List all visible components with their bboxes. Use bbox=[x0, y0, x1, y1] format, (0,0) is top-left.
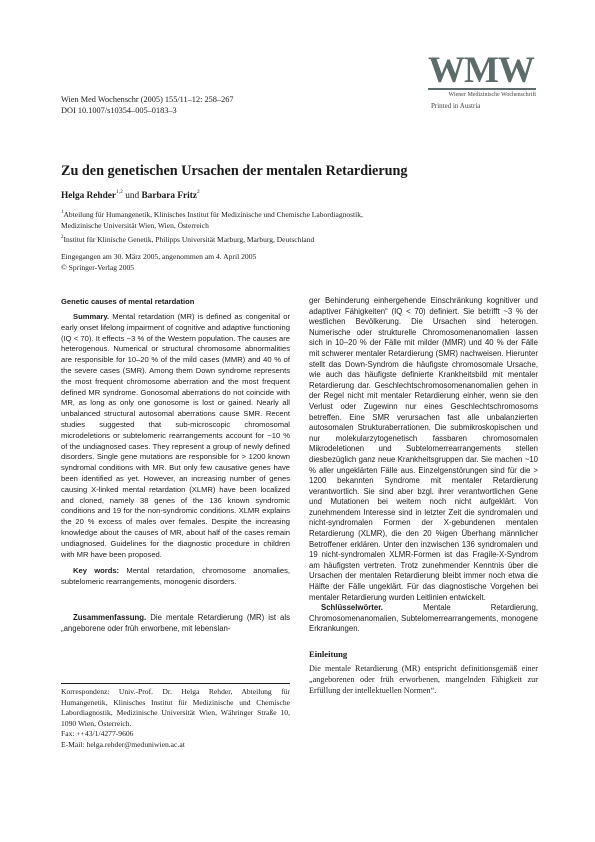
journal-citation: Wien Med Wochenschr (2005) 155/11–12: 258–267 bbox=[61, 95, 234, 104]
affil-1-mark: 1 bbox=[61, 210, 64, 215]
correspondence-fax: Fax: ++43/1/4277-9606 bbox=[61, 729, 134, 739]
printed-in: Printed in Austria bbox=[431, 102, 481, 110]
summary-text: Mental retardation (MR) is defined as congenital or early onset lifelong impairment of cognitive and adaptive functioning (IQ < 70). It effects ~3 % of the Western population. The causes are heterogenous. Numerical or structural chromosome abnormalities are responsible for 10–20 % of the mild cases (MMR) and 40 % of the severe cases (SMR). Among them Down syndrome represents the most frequent chromosome aberration and the most frequent defined MR syndrome. Gonosomal aberrations do not coincide with MR, as long as only one gonosome is lost or gained. Nearly all unbalanced structural autosomal aberrations cause SMR. Recent studies suggested that sub-microscopic chromosomal microdeletions or subtelomeric rearrangements account for ~10 % of the undiagnosed cases. They represent a group of newly defined disorders. Single gene mutations are responsible for > 1200 known syndromal conditions with MR. But only few causative genes have been identified as yet. However, an increasing number of genes causing X-linked mental retardation (XLMR) have been localized and cloned, namely 38 genes of the 136 known syndromic conditions and 19 for the non-syndromic conditions. XLMR explains the 20 % excess of males over females. Despite the increasing knowledge about the causes of MR, about half of the cases remain undiagnosed. Guidelines for the diagnostic procedure in children with MR have been proposed. bbox=[61, 312, 290, 559]
zusammenfassung-continued: ger Behinderung einhergehende Einschränkung kognitiver und adaptiver Fähigkeiten“ (IQ < 70) definiert. Sie betrifft ~3 % der westlichen Bevölkerung. Die Ursachen sind heterogen. Numerische oder strukturelle Chromosomenanomalien lassen sich in 10–20 % der Fälle mit milder (MMR) und 40 % der Fälle mit schwerer mentaler Retardierung (SMR) nachweisen. Hierunter stellt das Down-Syndrom die häufigste chromosomale Ursache, wie auch das häufigste definierte Krankheitsbild mit mentaler Retardierung dar. Geschlechtschromosomenanomalien gehen in der Regel nicht mit mentaler Retardierung einher, wenn sie den Verlust oder Zugewinn nur eines Geschlechtschromosoms betreffen. Eine SMR verursachen fast alle unbalanzierten autosomalen Strukturaberrationen. Die submikroskopischen und nur molekularzytogenetisch fassbaren chromosomalen Mikrodeletionen und Subtelomerrearrangements stellen diesbezüglich ganz neue Krankheitsgruppen dar. Sie machen ~10 % aller ungeklärten Fälle aus. Einzelgenstörungen sind für die > 1200 bekannten Syndrome mit mentaler Retardierung verantwortlich. Sie sind aber bzgl. ihrer verantwortlichen Gene und Mutationen bei weitem noch nicht aufgeklärt. Von zunehmendem Interesse sind in letzter Zeit die syndromalen und nicht-syndromalen Formen der X-gebundenen mentalen Retardierung (XLMR), die den 20 %igen Überhang männlicher Betroffener erklären. Unter den inzwischen 136 syndromalen und 19 nicht-syndromalen XLMR-Formen ist das Fragile-X-Syndrom am häufigsten vertreten. Trotz zunehmender Kenntnis über die Ursachen der mentalen Retardierung bleibt immer noch etwa die Hälfte der Fälle ungeklärt. Für das diagnostische Vorgehen bei mentaler Retardierung wurden Leitlinien entwickelt. bbox=[309, 296, 538, 602]
article-dates bbox=[61, 252, 256, 273]
logo-rule bbox=[428, 88, 536, 90]
affil-1-line-b: Medizinische Universität Wien, Wien, Österreich bbox=[61, 221, 209, 231]
zusammenfassung-label: Zusammenfassung. bbox=[73, 612, 147, 622]
affil-2: Institut für Klinische Genetik, Philipps Universität Marburg, Marburg, Deutschland bbox=[63, 234, 315, 244]
schluesselwoerter-label: Schlüsselwörter. bbox=[321, 603, 383, 613]
author-conjunction: und bbox=[125, 191, 140, 201]
author-line bbox=[61, 189, 200, 201]
journal-logo bbox=[428, 54, 536, 110]
author-1: Helga Rehder bbox=[61, 191, 116, 201]
affiliations bbox=[61, 207, 441, 245]
doi: DOI 10.1007/s10354–005–0183–3 bbox=[61, 106, 177, 115]
keywords bbox=[61, 566, 290, 588]
summary-label: Summary. bbox=[73, 312, 110, 321]
english-title: Genetic causes of mental retardation bbox=[61, 297, 195, 306]
logo-mark: WMW bbox=[428, 54, 534, 87]
footnote-rule bbox=[61, 683, 290, 684]
correspondence-email: E-Mail: helga.rehder@meduniwien.ac.at bbox=[61, 739, 185, 749]
article-title: Zu den genetischen Ursachen der mentalen Retardierung bbox=[61, 163, 408, 179]
einleitung-heading: Einleitung bbox=[309, 649, 348, 659]
einleitung-text: Die mentale Retardierung (MR) entspricht definitionsgemäß einer „angeborenen oder früh erworbenen, mangelnden Fähigkeit zur Erfüllung der intellektuellen Normen“. bbox=[309, 664, 538, 695]
keywords-text: Mental retardation, chromosome anomalies, subtelomeric rearrangements, monogenic disorders. bbox=[61, 566, 290, 587]
logo-subtitle: Wiener Medizinische Wochenschrift bbox=[448, 92, 536, 98]
received-date: Eingegangen am 30. März 2005, angenommen am 4. April 2005 bbox=[61, 252, 257, 261]
schluesselwoerter bbox=[309, 603, 538, 635]
left-column bbox=[61, 296, 290, 634]
correspondence-address: Korrespondenz: Univ.-Prof. Dr. Helga Rehder, Abteilung für Humangenetik, Klinisches Institut für Medizinische und Chemische Labordiagnostik, Medizinische Universität Wien, Währinger Straße 10, 1090 Wien, Österreich. bbox=[61, 687, 290, 728]
affil-1-line-a: Abteilung für Humangenetik, Klinisches Institut für Medizinische und Chemische Labordiagnostik, bbox=[63, 210, 363, 219]
zusammenfassung-text-start: Die mentale Retardierung (MR) ist als „angeborene oder früh erworbene, mit lebenslan- bbox=[61, 612, 290, 633]
zusammenfassung-start bbox=[61, 613, 290, 634]
schluesselwoerter-text: Mentale Retardierung, Chromosomenanomalien, Subtelomerrearrangements, monogene Erkrankungen. bbox=[309, 603, 538, 634]
correspondence-footnote bbox=[61, 687, 290, 751]
right-column bbox=[309, 296, 538, 696]
journal-reference bbox=[61, 94, 234, 116]
copyright: © Springer-Verlag 2005 bbox=[61, 262, 135, 272]
author-2: Barbara Fritz bbox=[141, 191, 197, 201]
keywords-label: Key words: bbox=[73, 566, 120, 576]
summary bbox=[61, 312, 290, 560]
author-1-affil: 1,2 bbox=[116, 189, 123, 195]
author-2-affil: 2 bbox=[197, 189, 200, 195]
affil-2-mark: 2 bbox=[61, 234, 64, 240]
